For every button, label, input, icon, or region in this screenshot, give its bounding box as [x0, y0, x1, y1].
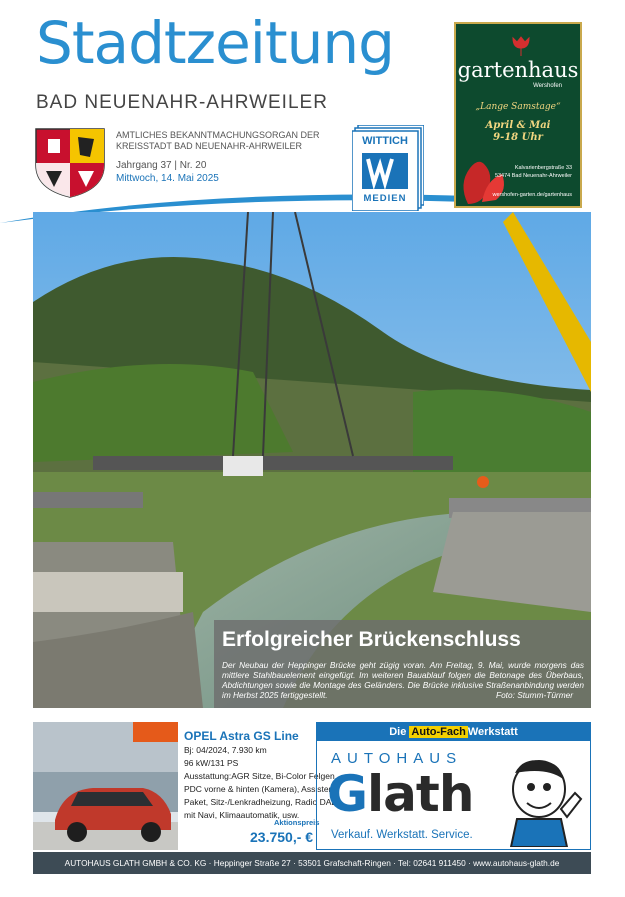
ad-hours: 9-18 Uhr: [493, 132, 543, 143]
ad-months: April & Mai: [485, 120, 551, 131]
glath-slogan: Verkauf. Werkstatt. Service.: [331, 829, 473, 841]
car-spec-line: 96 kW/131 PS: [184, 758, 239, 768]
gartenhaus-ad[interactable]: [454, 22, 582, 208]
tulip-graphic-icon: [458, 154, 508, 206]
gartenhaus-location: Wershofen: [533, 83, 562, 89]
autohaus-glath-ad[interactable]: [316, 722, 591, 850]
ad-quote: „Lange Samstage“: [475, 102, 561, 112]
photo-credit: Foto: Stumm-Türmer: [496, 690, 573, 700]
newspaper-title: Stadtzeitung: [36, 9, 394, 77]
car-ad-title: OPEL Astra GS Line: [184, 729, 299, 743]
car-spec-line: mit Navi, Klimaautomatik, usw.: [184, 810, 300, 820]
car-spec-line: Ausstattung:AGR Sitze, Bi-Color Felgen,: [184, 771, 338, 781]
car-spec-line: Bj: 04/2024, 7.930 km: [184, 745, 267, 755]
glath-banner: Die Auto-Fach Werkstatt: [317, 723, 590, 741]
car-spec-line: PDC vorne & hinten (Kamera), Assistent-: [184, 784, 339, 794]
mechanic-mascot-icon: [503, 753, 583, 847]
ad-website-link[interactable]: wershofen-garten.de/gartenhaus: [492, 192, 572, 198]
car-spec-line: Paket, Sitz-/Lenkradheizung, Radio DAB+: [184, 797, 343, 807]
ad-address: Kalvarienbergstraße 33 53474 Bad Neuenahr-Ahrweiler: [494, 165, 572, 179]
issue-date: Mittwoch, 14. Mai 2025: [116, 173, 219, 184]
official-organ-note: AMTLICHES BEKANNTMACHUNGSORGAN DER KREISSTADT BAD NEUENAHR-AHRWEILER: [116, 130, 320, 151]
glath-logo: Glath: [327, 765, 474, 823]
footer-contact-bar: AUTOHAUS GLATH GMBH & CO. KG · Heppinger Straße 27 · 53501 Grafschaft-Ringen · Tel: 02641 911450 · www.autohaus-glath.de: [33, 852, 591, 874]
newspaper-city: BAD NEUENAHR-AHRWEILER: [36, 92, 328, 113]
glath-autohaus-label: AUTOHAUS: [331, 750, 463, 767]
price-label: Aktionspreis: [274, 818, 320, 827]
wittich-medien-logo: WITTICH MEDIEN: [352, 125, 424, 211]
cover-headline: Erfolgreicher Brückenschluss: [222, 628, 521, 651]
cover-caption: Der Neubau der Heppinger Brücke geht zügig voran. Am Freitag, 9. Mai, wurde morgens das mittlere Stahlbauelement eingefügt. Im weiteren Bauablauf folgen die Betonage des Überbaus, Abdichtungen sowie die Montage des Geländers. Die Brücke inklusive Straßenanbindung werden im Herbst 2025 fertiggestellt.: [222, 660, 584, 700]
issue-number: Jahrgang 37 | Nr. 20: [116, 160, 207, 171]
car-photo: [33, 722, 178, 850]
tulip-icon: [510, 36, 532, 56]
car-price: 23.750,- €: [250, 829, 314, 845]
gartenhaus-logo: gartenhaus: [457, 58, 579, 82]
